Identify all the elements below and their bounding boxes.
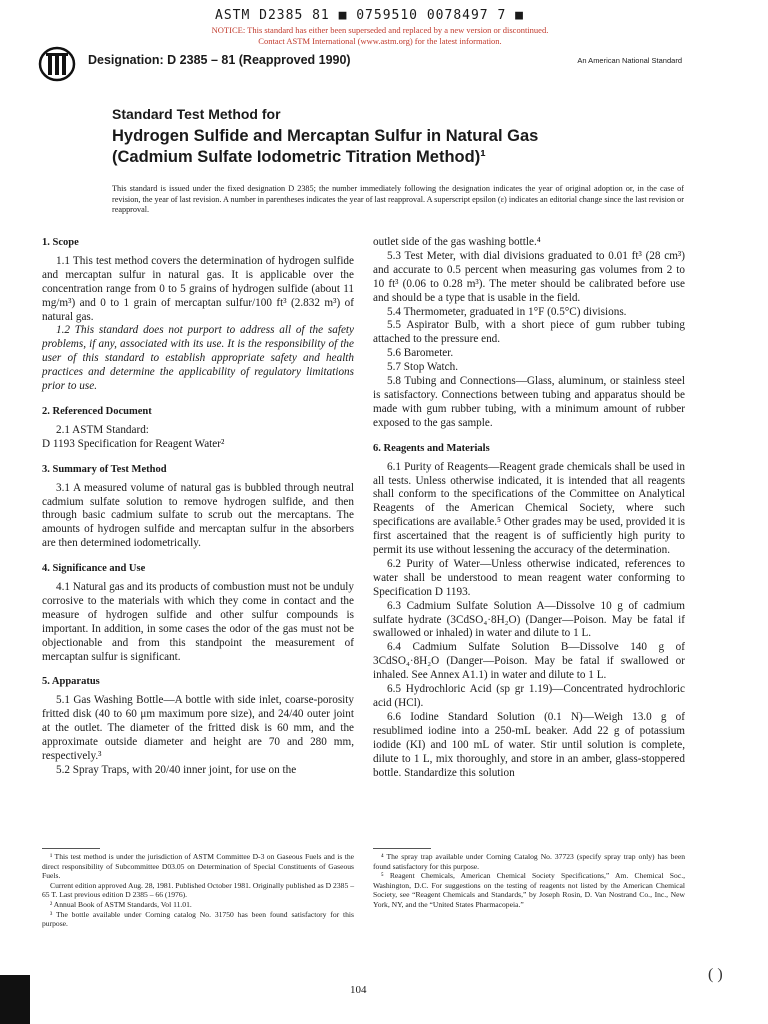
astm-logo-icon: [38, 46, 76, 82]
footnote-2: ² Annual Book of ASTM Standards, Vol 11.01.: [50, 899, 192, 909]
reference-d1193: D 1193 Specification for Reagent Water²: [42, 437, 225, 450]
paragraph-5-5: 5.5 Aspirator Bulb, with a short piece of gum rubber tubing attached to the pressure end.: [373, 319, 685, 346]
issued-note: This standard is issued under the fixed designation D 2385; the number immediately following the designation indicates the year of original adoption or, in the case of revision, the year of last revision. A number in parentheses indicates the year of last reapproval. A superscript epsilon (ε) indicates an editorial change since the last revision or reapproval.: [112, 184, 684, 214]
title-line-2: (Cadmium Sulfate Iodometric Titration Method)¹: [112, 148, 486, 166]
section-3-heading: 3. Summary of Test Method: [42, 463, 167, 475]
section-4-heading: 4. Significance and Use: [42, 563, 146, 575]
paragraph-6-5: 6.5 Hydrochloric Acid (sp gr 1.19)—Concentrated hydrochloric acid (HCl).: [373, 683, 685, 709]
section-6-heading: 6. Reagents and Materials: [373, 442, 490, 454]
paragraph-5-3: 5.3 Test Meter, with dial divisions graduated to 0.01 ft³ (28 cm³) and accurate to 0.5 percent when measuring gas volumes from 2 to 10 ft³ (0.06 to 0.28 m³). The meter should be calibrated before use and should be a type that is usable in the field.: [373, 249, 685, 304]
page-number: 104: [350, 984, 367, 996]
paragraph-3-1: 3.1 A measured volume of natural gas is bubbled through neutral cadmium sulfate solution to remove hydrogen sulfide, and then through basic cadmium sulfate to scrub out the mercaptans. The amounts of hydrogen sulfide and mercaptan sulfur in the absorbers are then determined iodometrically.: [42, 481, 354, 550]
american-national-standard-label: An American National Standard: [577, 56, 682, 65]
footnote-1-edition: Current edition approved Aug. 28, 1981. Published October 1981. Originally published as D 2385 – 65 T. Last previous edition D 2385 – 66 (1976).: [42, 880, 354, 900]
margin-mark: ( ): [708, 966, 723, 983]
paragraph-1-2: 1.2 This standard does not purport to address all of the safety problems, if any, associated with its use. It is the responsibility of the user of this standard to establish appropriate safety and health practices and determine the applicability of regulatory limitations prior to use.: [42, 324, 354, 393]
paragraph-5-2-continued: outlet side of the gas washing bottle.⁴: [373, 236, 541, 248]
paragraph-6-6: 6.6 Iodine Standard Solution (0.1 N)—Weigh 13.0 g of resublimed iodine into a 250-mL beaker. Add 22 g of potassium iodide (KI) and 100 mL of water. Stir until solution is complete, dilute to 1 L, mix thoroughly, and store in an amber, glass-stoppered bottle. Standardize this solution: [373, 710, 685, 779]
right-column: [373, 236, 685, 780]
footnotes-right: [373, 852, 685, 910]
designation: Designation: D 2385 – 81 (Reapproved 1990): [88, 53, 351, 67]
paragraph-6-3: 6.3 Cadmium Sulfate Solution A—Dissolve 10 g of cadmium sulfate hydrate (3CdSO₄·8H₂O) (Danger—Poison. May be fatal if swallowed or inhaled) in water and dilute to 1 L.: [373, 599, 685, 640]
section-5-heading: 5. Apparatus: [42, 676, 100, 688]
footnote-5: ⁵ Reagent Chemicals, American Chemical Society Specifications,” Am. Chemical Soc., Washington, D.C. For suggestions on the testing of reagents not listed by the American Chemical Society, see “Reagent Chemicals and Standards,” by Joseph Rosin, D. Van Nostrand Co., Inc., New York, NY, and the “United States Pharmacopeia.”: [373, 871, 685, 909]
scan-edge-bar: [0, 975, 30, 1024]
title-line-1: Hydrogen Sulfide and Mercaptan Sulfur in Natural Gas: [112, 127, 539, 145]
paragraph-5-4: 5.4 Thermometer, graduated in 1°F (0.5°C) divisions.: [387, 305, 627, 318]
standard-test-method-label: Standard Test Method for: [112, 106, 281, 122]
footnote-rule-left: [42, 848, 100, 849]
footnote-rule-right: [373, 848, 431, 849]
paragraph-4-1: 4.1 Natural gas and its products of combustion must not be unduly corrosive to the materials with which they come in contact and the measure of hydrogen sulfide and other sulfur compounds is important. In addition, in some cases the odor of the gas must not be objectionable and from this standpoint the measurement of mercaptan sulfur is significant.: [42, 581, 354, 663]
footnote-3: ³ The bottle available under Corning catalog No. 31750 has been found satisfactory for this purpose.: [42, 909, 354, 929]
notice-line-2: Contact ASTM International (www.astm.org) for the latest information.: [258, 36, 502, 46]
paragraph-5-8: 5.8 Tubing and Connections—Glass, aluminum, or stainless steel is satisfactory. Connections between tubing and apparatus should be made with gum rubber tubing, with a minimum amount of rubber exposed to the gas sample.: [373, 375, 685, 429]
paragraph-5-1: 5.1 Gas Washing Bottle—A bottle with side inlet, coarse-porosity fritted disk (40 to 60 μm maximum pore size), and 24/40 outer joint at the outlet. The diameter of the fritted disk is 60 mm, and the approximate outside diameter and height are 70 and 280 mm, respectively.³: [42, 694, 354, 762]
paragraph-5-6: 5.6 Barometer.: [387, 347, 454, 360]
paragraph-5-7: 5.7 Stop Watch.: [387, 361, 458, 374]
footnote-1: ¹ This test method is under the jurisdiction of ASTM Committee D-3 on Gaseous Fuels and is the direct responsibility of Subcommittee D03.05 on Determination of Special Constituents of Gaseous Fuels.: [42, 852, 354, 881]
section-1-heading: 1. Scope: [42, 237, 79, 248]
paragraph-1-1: 1.1 This test method covers the determination of hydrogen sulfide and mercaptan sulfur in natural gas. It is applicable over the concentration range from 0 to 5 grains of hydrogen sulfide (about 11 mg/m³) and 0 to 1 grain of mercaptan sulfur/100 ft³ (2.832 m³) of natural gas.: [42, 254, 354, 323]
footnote-4: ⁴ The spray trap available under Corning Catalog No. 37723 (specify spray trap only) has been found satisfactory for this purpose.: [373, 852, 685, 871]
paragraph-2-1: 2.1 ASTM Standard:: [56, 423, 149, 436]
paragraph-5-2: 5.2 Spray Traps, with 20/40 inner joint, for use on the: [56, 763, 297, 776]
paragraph-6-1: 6.1 Purity of Reagents—Reagent grade chemicals shall be used in all tests. Unless otherwise indicated, it is intended that all reagents shall conform to the specifications of the Committee on Analytical Reagents of the American Chemical Society, where such specifications are available.⁵ Other grades may be used, provided it is first ascertained that the reagent is of sufficiently high purity to permit its use without lessening the accuracy of the determination.: [373, 460, 685, 557]
paragraph-6-4: 6.4 Cadmium Sulfate Solution B—Dissolve 140 g of 3CdSO₄·8H₂O (Danger—Poison. May be fatal if swallowed or inhaled. See Annex A1.1) in water and dilute to 1 L.: [373, 641, 685, 682]
notice-line-1: NOTICE: This standard has either been superseded and replaced by a new version or discontinued.: [211, 25, 549, 35]
barcode-text: ASTM D2385 81 ■ 0759510 0078497 7 ■: [215, 8, 524, 23]
footnotes-left: [42, 852, 354, 929]
left-column: [42, 236, 354, 778]
paragraph-6-2: 6.2 Purity of Water—Unless otherwise indicated, references to water shall be understood to mean reagent water conforming to Specification D 1193.: [373, 557, 685, 598]
section-2-heading: 2. Referenced Document: [42, 405, 152, 417]
